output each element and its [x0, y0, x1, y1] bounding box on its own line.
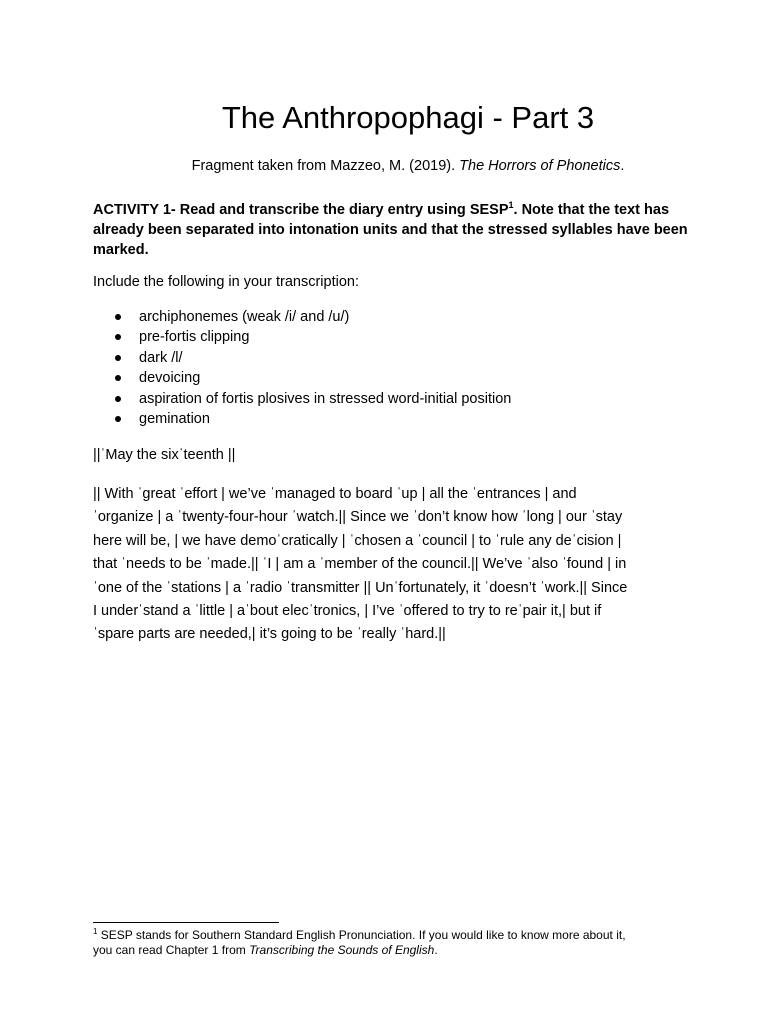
list-item-text: devoicing: [139, 370, 201, 387]
text-line: I underˈstand a ˈlittle | aˈbout elecˈtronics, | I’ve ˈoffered to try to reˈpair it,| but if: [93, 603, 602, 620]
bullet-icon: [115, 314, 121, 320]
list-item: [93, 368, 511, 388]
text-line: ˈorganize | a ˈtwenty-four-hour ˈwatch.|| Since we ˈdon’t know how ˈlong | our ˈstay: [93, 509, 623, 526]
checklist: [93, 307, 511, 429]
footnote-book-title: Transcribing the Sounds of English: [249, 943, 435, 957]
bullet-icon: [115, 334, 121, 340]
include-intro: Include the following in your transcription:: [93, 274, 359, 290]
page-title: The Anthropophagi - Part 3: [221, 100, 595, 135]
footnote-text-prefix: you can read Chapter 1 from: [93, 943, 250, 957]
bullet-icon: [115, 396, 121, 402]
text-line: that ˈneeds to be ˈmade.|| ˈI | am a ˈmember of the council.|| We’ve ˈalso ˈfound | in: [93, 556, 627, 573]
diary-date-line: ||ˈMay the sixˈteenth ||: [93, 447, 236, 463]
text-line: here will be, | we have demoˈcratically | ˈchosen a ˈcouncil | to ˈrule any deˈcision |: [93, 532, 622, 549]
footnote: [93, 928, 713, 958]
subtitle: [0, 156, 768, 176]
activity-instructions: [93, 200, 713, 260]
text-line: ˈspare parts are needed,| it’s going to be ˈreally ˈhard.||: [93, 626, 446, 643]
activity-rest: . Note that the text has already been separated into intonation units and that the stressed syllables have been marked.: [93, 202, 688, 258]
subtitle-book-title: The Horrors of Phonetics: [459, 158, 621, 174]
list-item-text: aspiration of fortis plosives in stressed word-initial position: [139, 390, 512, 407]
footnote-marker: 1: [93, 927, 98, 936]
subtitle-prefix: Fragment taken from Mazzeo, M. (2019).: [191, 158, 460, 174]
footnote-text-suffix: .: [434, 943, 438, 957]
footnote-line-1: [93, 928, 713, 943]
list-item-text: archiphonemes (weak /i/ and /u/): [139, 309, 350, 325]
text-line: ˈone of the ˈstations | a ˈradio ˈtransmitter || Unˈfortunately, it ˈdoesn’t ˈwork.|| Since: [93, 579, 628, 596]
footnote-divider: [93, 922, 279, 923]
footnote-reference: 1: [508, 200, 514, 211]
text-line: || With ˈgreat ˈeffort | we’ve ˈmanaged to board ˈup | all the ˈentrances | and: [93, 486, 577, 502]
diary-entry-text: [93, 483, 713, 647]
list-item-text: pre-fortis clipping: [139, 329, 250, 346]
bullet-icon: [115, 416, 121, 422]
list-item: [93, 307, 511, 327]
list-item: [93, 348, 511, 368]
list-item: [93, 389, 511, 409]
activity-lead: ACTIVITY 1- Read and transcribe the diary entry using SESP: [93, 202, 509, 218]
bullet-icon: [115, 375, 121, 381]
list-item-text: gemination: [139, 411, 210, 428]
bullet-icon: [115, 355, 121, 361]
list-item-text: dark /l/: [139, 349, 183, 366]
footnote-text: SESP stands for Southern Standard English Pronunciation. If you would like to know more about it,: [97, 928, 626, 942]
subtitle-suffix: .: [620, 158, 625, 174]
list-item: [93, 409, 511, 429]
footnote-line-2: [93, 943, 713, 958]
list-item: [93, 327, 511, 347]
